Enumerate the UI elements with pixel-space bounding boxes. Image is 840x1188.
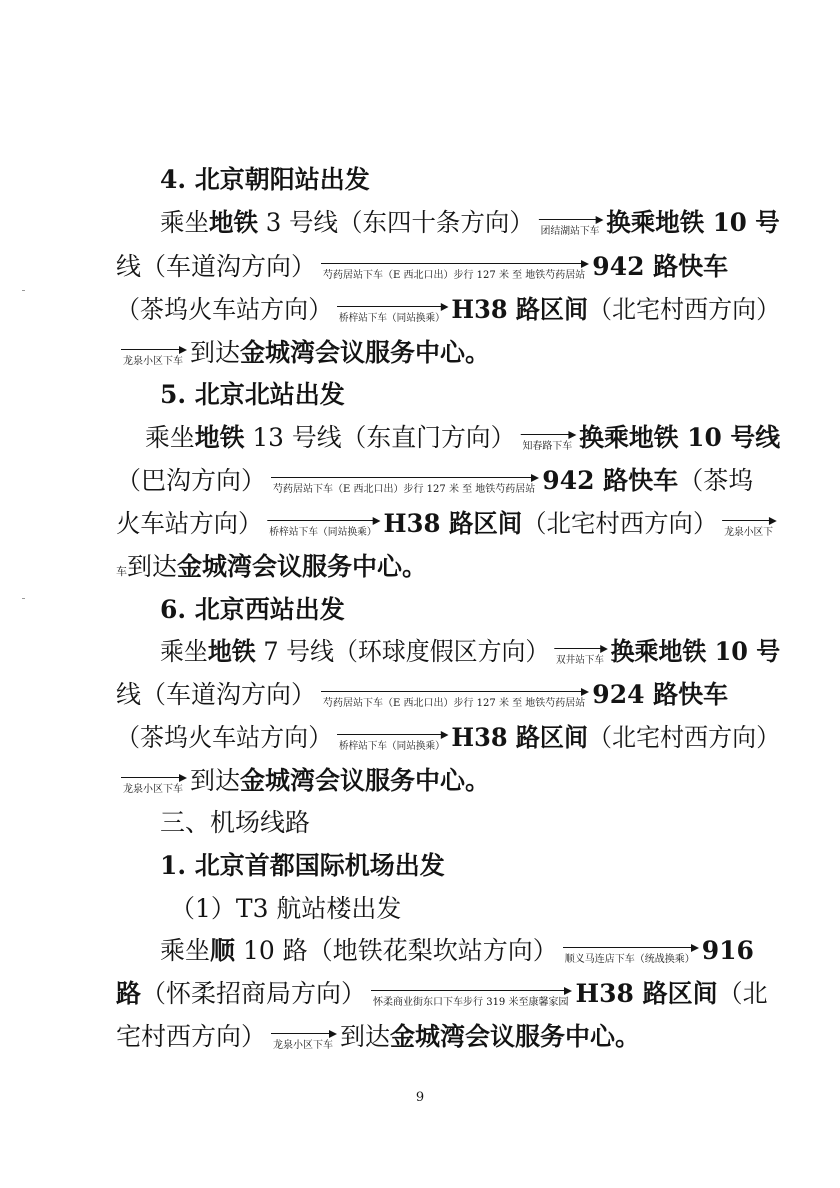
paragraph-line [160, 934, 754, 968]
paragraph-line [116, 550, 427, 589]
text: 924 路快车 [592, 680, 729, 709]
text: 金城湾会议服务中心。 [240, 338, 491, 367]
transfer-arrow: 龙泉小区下车 [119, 356, 187, 368]
transfer-arrow: 团结湖站下车 [537, 226, 604, 238]
paragraph-line [116, 464, 753, 498]
text: 916 [701, 936, 754, 965]
text: 线（车道沟方向） [116, 680, 317, 709]
scan-mark [22, 598, 25, 599]
section-heading: 5. 北京北站出发 [160, 380, 345, 409]
paragraph-line [116, 293, 780, 327]
paragraph-line [116, 977, 768, 1011]
transfer-arrow: 龙泉小区下 [720, 527, 777, 539]
transfer-arrow: 怀柔商业街东口下车步行 319 米至康馨家园 [369, 997, 572, 1009]
paragraph-line [160, 206, 780, 240]
text: （茶坞 [678, 466, 754, 495]
text: H38 路区间 [575, 979, 718, 1008]
paragraph-line [116, 764, 490, 798]
text: 942 路快车 [542, 466, 679, 495]
text: 地铁 [194, 423, 245, 452]
text: H38 路区间 [451, 295, 588, 324]
text: （茶坞火车站方向） [116, 723, 333, 752]
paragraph-line [116, 1020, 640, 1054]
text: H38 路区间 [451, 723, 588, 752]
text: 10 路（地铁花梨坎站方向） [235, 936, 558, 965]
text: 换乘地铁 10 号 [606, 208, 780, 237]
text: 乘坐 [160, 936, 211, 965]
text: 金城湾会议服务中心。 [177, 552, 428, 581]
text: （怀柔招商局方向） [141, 979, 367, 1008]
text: （北 [717, 979, 768, 1008]
text: 地铁 [207, 637, 256, 666]
text: （巴沟方向） [116, 466, 267, 495]
page-number: 9 [415, 1090, 425, 1105]
section-heading: 4. 北京朝阳站出发 [160, 165, 370, 194]
subsection-heading: （1）T3 航站楼出发 [170, 894, 402, 923]
paragraph-line [116, 336, 490, 370]
transfer-arrow: 芍药居站下车（E 西北口出）步行 127 米 至 地铁芍药居站 [319, 270, 589, 282]
transfer-arrow: 芍药居站下车（E 西北口出）步行 127 米 至 地铁芍药居站 [319, 698, 589, 710]
paragraph-line [116, 721, 780, 755]
transfer-arrow: 桥梓站下车（同站换乘） [335, 741, 448, 753]
section-heading: 6. 北京西站出发 [160, 595, 345, 624]
text: H38 路区间 [383, 509, 523, 538]
text: 到达 [340, 1022, 391, 1051]
text: （茶坞火车站方向） [116, 295, 333, 324]
text: 3 号线（东四十条方向） [257, 208, 534, 237]
text: 换乘地铁 10 号 [610, 637, 781, 666]
text: 宅村西方向） [116, 1022, 267, 1051]
paragraph-line [145, 421, 780, 455]
transfer-arrow: 龙泉小区下车 [119, 784, 187, 796]
text: 换乘地铁 10 号线 [579, 423, 781, 452]
text: 线（车道沟方向） [116, 252, 317, 281]
text: 火车站方向） [116, 509, 263, 538]
text: 13 号线（东直门方向） [244, 423, 516, 452]
text: 乘坐 [160, 208, 209, 237]
text: 7 号线（环球度假区方向） [255, 637, 550, 666]
text: 到达 [190, 766, 241, 795]
text: 地铁 [208, 208, 258, 237]
transfer-arrow: 双井站下车 [552, 655, 608, 667]
text: 顺 [210, 936, 236, 965]
text: 乘坐 [160, 637, 208, 666]
text: 金城湾会议服务中心。 [240, 766, 491, 795]
transfer-arrow: 顺义马连店下车（统战换乘） [561, 954, 699, 966]
paragraph-line [160, 635, 780, 669]
transfer-arrow: 龙泉小区下车 [269, 1040, 337, 1052]
text: 942 路快车 [592, 252, 729, 281]
text: （北宅村西方向） [587, 723, 781, 752]
transfer-arrow: 芍药居站下车（E 西北口出）步行 127 米 至 地铁芍药居站 [269, 484, 539, 496]
text: 到达 [190, 338, 241, 367]
text: 车 [116, 565, 127, 578]
text: （北宅村西方向） [587, 295, 781, 324]
transfer-arrow: 桥梓站下车（同站换乘） [265, 527, 380, 539]
transfer-arrow: 知春路下车 [518, 441, 576, 453]
transfer-arrow: 桥梓站下车（同站换乘） [335, 313, 448, 325]
text: 到达 [127, 552, 178, 581]
paragraph-line [116, 507, 780, 541]
text: （北宅村西方向） [522, 509, 718, 538]
paragraph-line [116, 678, 728, 712]
text: 金城湾会议服务中心。 [390, 1022, 641, 1051]
section-heading: 三、机场线路 [160, 808, 311, 837]
paragraph-line [116, 250, 728, 284]
scan-mark [22, 290, 25, 291]
text: 乘坐 [145, 423, 195, 452]
subsection-heading: 1. 北京首都国际机场出发 [160, 851, 445, 880]
text: 路 [116, 979, 142, 1008]
